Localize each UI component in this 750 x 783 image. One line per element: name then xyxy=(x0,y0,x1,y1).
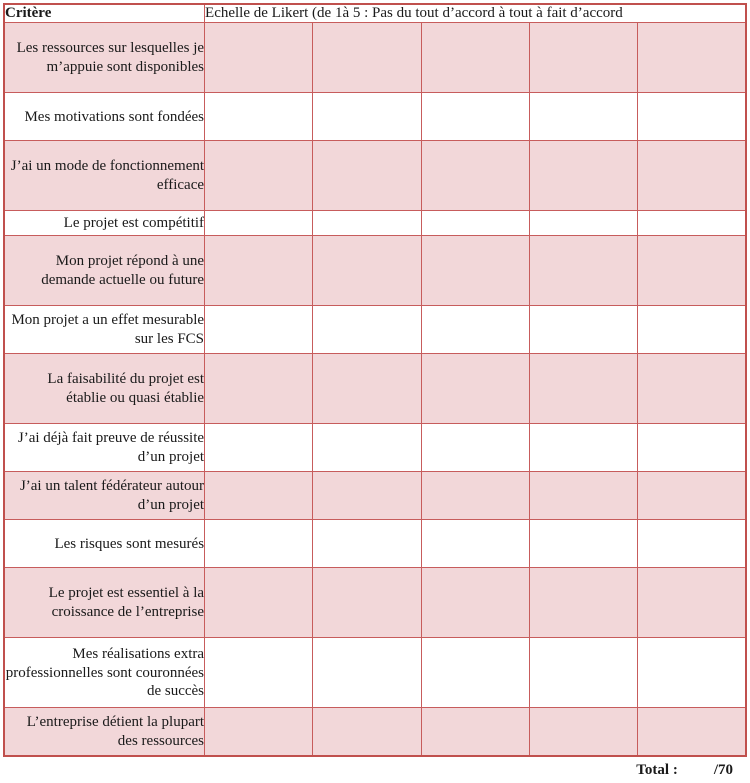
likert-cell-3[interactable] xyxy=(421,141,529,211)
likert-cell-5[interactable] xyxy=(638,472,746,520)
likert-cell-2[interactable] xyxy=(313,211,421,236)
likert-cell-4[interactable] xyxy=(529,236,637,306)
likert-cell-3[interactable] xyxy=(421,354,529,424)
criteria-label: J’ai déjà fait preuve de réussite d’un projet xyxy=(4,424,205,472)
likert-form xyxy=(0,3,750,778)
likert-cell-1[interactable] xyxy=(205,141,313,211)
table-row xyxy=(4,23,746,93)
likert-cell-1[interactable] xyxy=(205,93,313,141)
likert-cell-2[interactable] xyxy=(313,472,421,520)
likert-cell-5[interactable] xyxy=(638,211,746,236)
likert-cell-2[interactable] xyxy=(313,236,421,306)
likert-cell-1[interactable] xyxy=(205,424,313,472)
likert-cell-4[interactable] xyxy=(529,354,637,424)
criteria-label: Le projet est essentiel à la croissance de l’entreprise xyxy=(4,568,205,638)
table-row xyxy=(4,520,746,568)
likert-cell-5[interactable] xyxy=(638,23,746,93)
likert-cell-2[interactable] xyxy=(313,708,421,757)
likert-cell-2[interactable] xyxy=(313,141,421,211)
likert-cell-3[interactable] xyxy=(421,568,529,638)
likert-cell-1[interactable] xyxy=(205,306,313,354)
criteria-label: La faisabilité du projet est établie ou quasi établie xyxy=(4,354,205,424)
likert-cell-2[interactable] xyxy=(313,424,421,472)
likert-cell-1[interactable] xyxy=(205,472,313,520)
likert-cell-3[interactable] xyxy=(421,638,529,708)
likert-cell-1[interactable] xyxy=(205,568,313,638)
likert-cell-2[interactable] xyxy=(313,638,421,708)
criteria-label: Mon projet a un effet mesurable sur les FCS xyxy=(4,306,205,354)
likert-cell-2[interactable] xyxy=(313,306,421,354)
likert-cell-3[interactable] xyxy=(421,424,529,472)
likert-cell-5[interactable] xyxy=(638,520,746,568)
likert-cell-5[interactable] xyxy=(638,306,746,354)
likert-cell-3[interactable] xyxy=(421,236,529,306)
likert-cell-1[interactable] xyxy=(205,23,313,93)
criteria-label: L’entreprise détient la plupart des ressources xyxy=(4,708,205,757)
likert-cell-2[interactable] xyxy=(313,568,421,638)
likert-cell-5[interactable] xyxy=(638,568,746,638)
likert-cell-2[interactable] xyxy=(313,354,421,424)
likert-cell-4[interactable] xyxy=(529,638,637,708)
likert-cell-1[interactable] xyxy=(205,236,313,306)
likert-cell-3[interactable] xyxy=(421,708,529,757)
likert-table xyxy=(3,3,747,757)
table-body xyxy=(4,23,746,757)
criteria-label: Les ressources sur lesquelles je m’appuie sont disponibles xyxy=(4,23,205,93)
criteria-label: J’ai un mode de fonctionnement efficace xyxy=(4,141,205,211)
likert-cell-5[interactable] xyxy=(638,93,746,141)
table-row xyxy=(4,568,746,638)
likert-cell-1[interactable] xyxy=(205,520,313,568)
likert-cell-5[interactable] xyxy=(638,236,746,306)
criteria-label: Mes réalisations extra professionnelles sont couronnées de succès xyxy=(4,638,205,708)
likert-cell-1[interactable] xyxy=(205,708,313,757)
likert-cell-2[interactable] xyxy=(313,93,421,141)
likert-cell-3[interactable] xyxy=(421,93,529,141)
criteria-label: Mes motivations sont fondées xyxy=(4,93,205,141)
total-row xyxy=(3,757,747,783)
likert-cell-1[interactable] xyxy=(205,354,313,424)
likert-cell-3[interactable] xyxy=(421,472,529,520)
table-row xyxy=(4,93,746,141)
criteria-label: J’ai un talent fédérateur autour d’un projet xyxy=(4,472,205,520)
likert-cell-4[interactable] xyxy=(529,23,637,93)
table-row xyxy=(4,638,746,708)
table-row xyxy=(4,708,746,757)
likert-cell-4[interactable] xyxy=(529,211,637,236)
likert-cell-5[interactable] xyxy=(638,141,746,211)
likert-cell-4[interactable] xyxy=(529,568,637,638)
likert-cell-4[interactable] xyxy=(529,306,637,354)
likert-cell-3[interactable] xyxy=(421,211,529,236)
likert-cell-3[interactable] xyxy=(421,23,529,93)
header-row xyxy=(4,4,746,23)
table-row xyxy=(4,141,746,211)
likert-cell-1[interactable] xyxy=(205,211,313,236)
table-row xyxy=(4,211,746,236)
likert-cell-4[interactable] xyxy=(529,93,637,141)
likert-cell-4[interactable] xyxy=(529,708,637,757)
header-scale: Echelle de Likert (de 1à 5 : Pas du tout d’accord à tout à fait d’accord xyxy=(205,4,746,23)
likert-cell-4[interactable] xyxy=(529,141,637,211)
likert-cell-1[interactable] xyxy=(205,638,313,708)
likert-cell-4[interactable] xyxy=(529,424,637,472)
criteria-label: Les risques sont mesurés xyxy=(4,520,205,568)
table-row xyxy=(4,354,746,424)
likert-cell-3[interactable] xyxy=(421,306,529,354)
likert-cell-5[interactable] xyxy=(638,354,746,424)
table-row xyxy=(4,236,746,306)
criteria-label: Le projet est compétitif xyxy=(4,211,205,236)
likert-cell-2[interactable] xyxy=(313,23,421,93)
likert-cell-4[interactable] xyxy=(529,472,637,520)
likert-cell-5[interactable] xyxy=(638,638,746,708)
total-value: /70 xyxy=(713,761,733,778)
total-label: Total : xyxy=(636,761,678,778)
table-header xyxy=(4,4,746,23)
header-criteria: Critère xyxy=(4,4,205,23)
likert-cell-5[interactable] xyxy=(638,424,746,472)
likert-cell-4[interactable] xyxy=(529,520,637,568)
table-row xyxy=(4,472,746,520)
likert-cell-3[interactable] xyxy=(421,520,529,568)
table-row xyxy=(4,306,746,354)
likert-cell-2[interactable] xyxy=(313,520,421,568)
likert-cell-5[interactable] xyxy=(638,708,746,757)
criteria-label: Mon projet répond à une demande actuelle ou future xyxy=(4,236,205,306)
table-row xyxy=(4,424,746,472)
